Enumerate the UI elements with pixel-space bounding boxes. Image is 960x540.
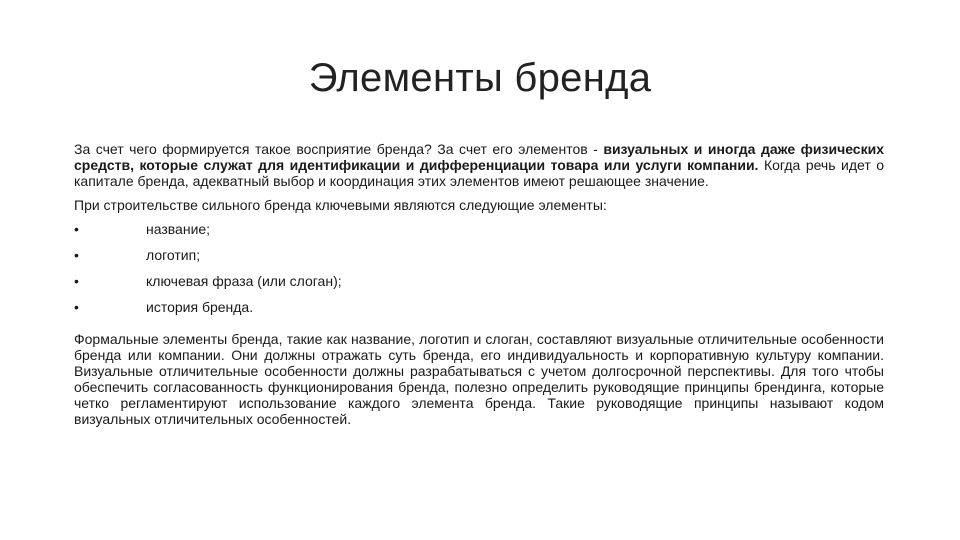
intro-text-bold: визуальных и иногда даже физических средств, которые служат для идентификации и дифференциации товара или услуги компании. — [74, 141, 884, 173]
list-item-label: история бренда. — [146, 299, 254, 315]
intro-text-1: За счет чего формируется такое восприятие бренда? За счет его элементов - — [74, 141, 604, 157]
bullet-icon: • — [74, 273, 79, 289]
intro-text-2: Когда речь идет о капитале бренда, адекватный выбор и координация этих элементов имеют решающее значение. — [74, 157, 885, 189]
bullet-icon: • — [74, 221, 79, 237]
list-item-label: ключевая фраза (или слоган); — [146, 273, 342, 289]
list-item — [74, 299, 884, 325]
list-item — [74, 221, 884, 247]
lead-paragraph: При строительстве сильного бренда ключевыми являются следующие элементы: — [74, 197, 607, 213]
slide-title: Элементы бренда — [308, 56, 652, 100]
list-item-label: логотип; — [146, 247, 201, 263]
bullet-icon: • — [74, 299, 79, 315]
bullet-icon: • — [74, 247, 79, 263]
intro-paragraph — [74, 141, 884, 189]
list-item — [74, 247, 884, 273]
element-list — [74, 221, 884, 325]
list-item-label: название; — [146, 221, 211, 237]
closing-paragraph: Формальные элементы бренда, такие как название, логотип и слоган, составляют визуальные отличительные особенности бренда или компании. Они должны отражать суть бренда, его индивидуальность и корпоративную культуру компании. Визуальные отличительные особенности должны разрабатываться с учетом долгосрочной перспективы. Для того чтобы обеспечить согласованность функционирования бренда, полезно определить руководящие принципы брендинга, которые четко регламентируют использование каждого элемента бренда. Такие руководящие принципы называют кодом визуальных отличительных особенностей. — [74, 331, 884, 427]
slide-body — [74, 141, 884, 427]
list-item — [74, 273, 884, 299]
